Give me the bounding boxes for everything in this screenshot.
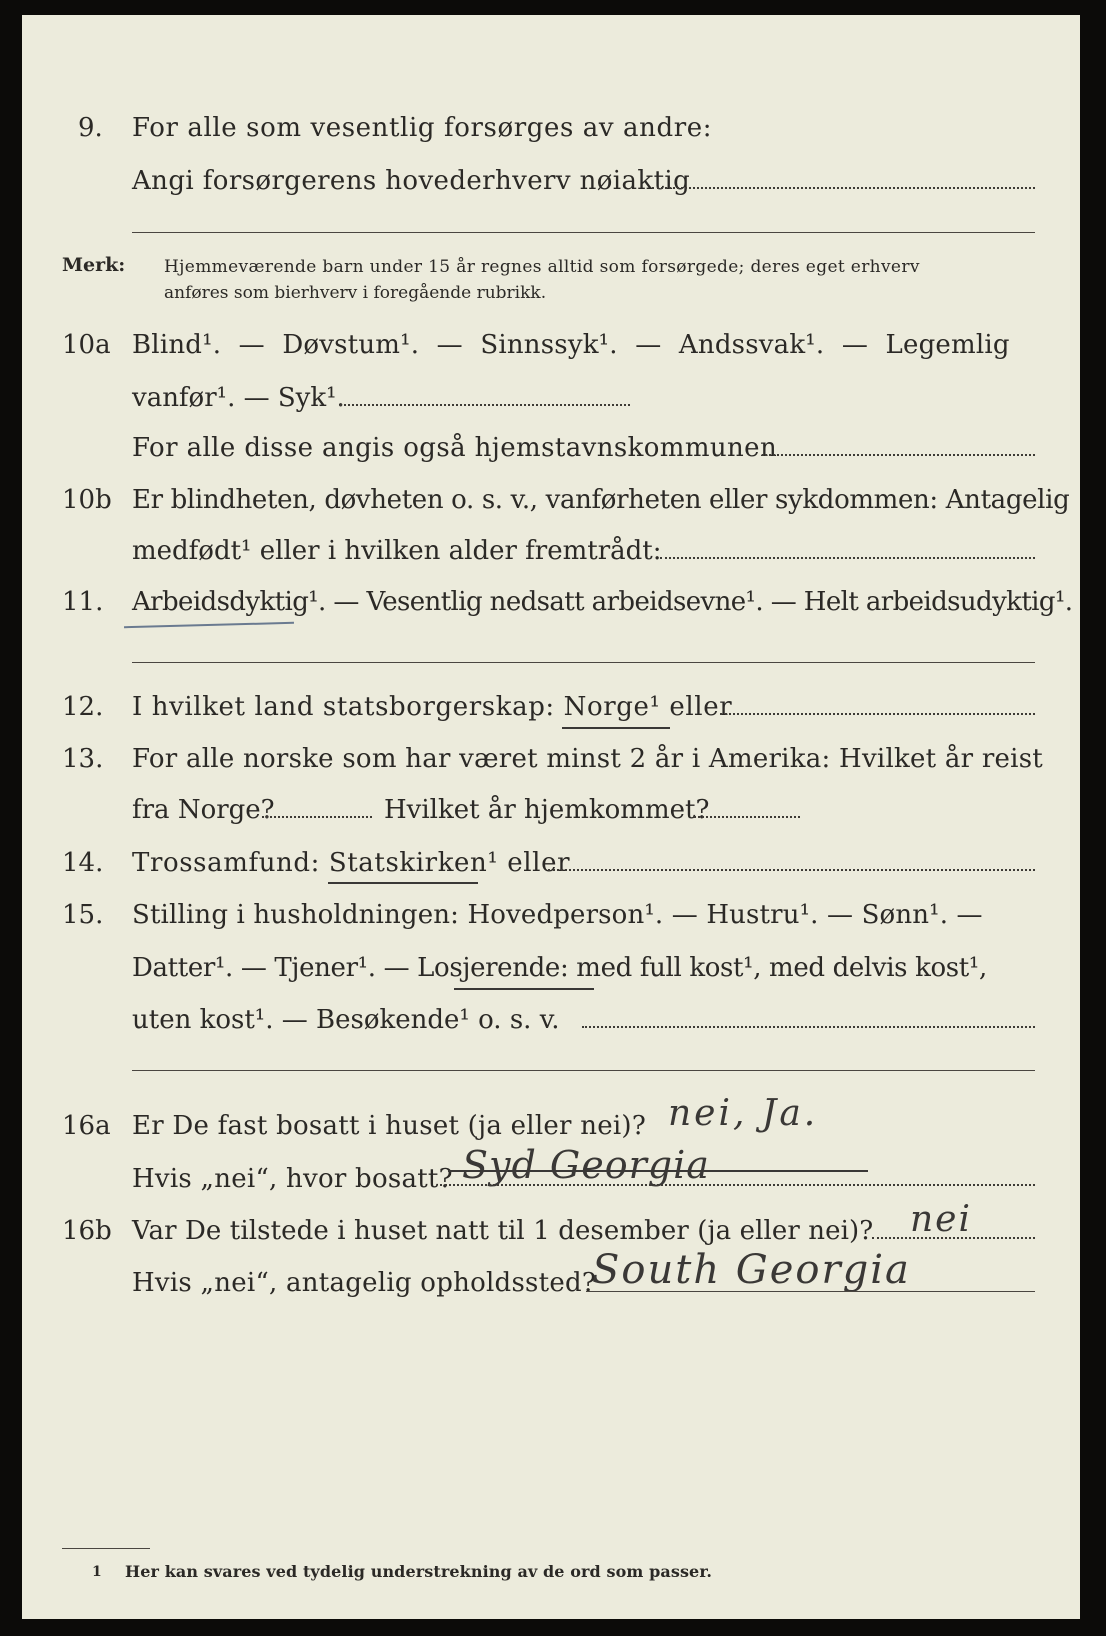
q10b-line2: medfødt¹ eller i hvilken alder fremtrådt:: [132, 536, 662, 566]
q9-answer-line: [652, 187, 1035, 189]
q9-number: 9.: [78, 113, 103, 143]
footnote-mark: 1: [92, 1564, 102, 1580]
q15-line1: Stilling i husholdningen: Hovedperson¹. — Hustru¹. — Sønn¹. —: [132, 900, 983, 930]
q16a-answer-line: [440, 1184, 1035, 1186]
q10a-hometown-line: [762, 454, 1035, 456]
q13-line1: For alle norske som har været minst 2 år i Amerika: Hvilket år reist: [132, 744, 1043, 774]
q13-departure-line: [262, 816, 372, 818]
q9-rule: [132, 232, 1035, 233]
q15-answer-line: [582, 1026, 1035, 1028]
q11-rule: [132, 662, 1035, 663]
q9-line2: Angi forsørgerens hovederhverv nøiaktig: [132, 166, 691, 196]
footnote-separator: [62, 1548, 150, 1549]
q13-line2b: Hvilket år hjemkommet?: [384, 795, 710, 825]
merk-line1: Hjemmeværende barn under 15 år regnes alltid som forsørgede; deres eget erhverv: [164, 257, 920, 277]
q11-line1: Arbeidsdyktig¹. — Vesentlig nedsatt arbeidsevne¹. — Helt arbeidsudyktig¹.: [132, 587, 1073, 617]
q14-line1: Trossamfund: Statskirken¹ eller: [132, 848, 571, 878]
q16a-strikethrough: [448, 1170, 868, 1172]
q15-number: 15.: [62, 900, 104, 930]
q16b-line2: Hvis „nei“, antagelig opholdssted?: [132, 1268, 597, 1298]
q10a-answer-line: [340, 404, 630, 406]
q14-number: 14.: [62, 848, 104, 878]
q10b-line1: Er blindheten, døvheten o. s. v., vanførheten eller sykdommen: Antagelig: [132, 485, 1070, 515]
q10b-number: 10b: [62, 485, 112, 515]
q13-return-line: [694, 816, 800, 818]
q10b-answer-line: [660, 557, 1035, 559]
q16b-number: 16b: [62, 1216, 112, 1246]
q15-line2: Datter¹. — Tjener¹. — Losjerende: med full kost¹, med delvis kost¹,: [132, 953, 987, 983]
q15-rule: [132, 1070, 1035, 1071]
q14-answer-line: [548, 869, 1035, 871]
q15-losjerende-underline: [454, 988, 594, 990]
q9-line1: For alle som vesentlig forsørges av andre:: [132, 113, 713, 143]
q12-norge-underline: [562, 727, 670, 729]
q16a-handwritten-answer2: Syd Georgia: [462, 1143, 710, 1187]
q16a-line1: Er De fast bosatt i huset (ja eller nei)?: [132, 1111, 647, 1141]
q15-line3: uten kost¹. — Besøkende¹ o. s. v.: [132, 1005, 560, 1035]
q10a-number: 10a: [62, 330, 111, 360]
q12-number: 12.: [62, 692, 104, 722]
q14-statskirken-underline: [328, 882, 478, 884]
q10a-line1: Blind¹. — Døvstum¹. — Sinnssyk¹. — Andssvak¹. — Legemlig: [132, 330, 1010, 360]
q12-line1: I hvilket land statsborgerskap: Norge¹ eller: [132, 692, 733, 722]
q10a-line3: For alle disse angis også hjemstavnskommunen: [132, 433, 778, 463]
q16b-answer-line2: [586, 1291, 1035, 1292]
q16b-handwritten-answer2: South Georgia: [592, 1247, 911, 1293]
footnote-text: Her kan svares ved tydelig understrekning av de ord som passer.: [125, 1562, 713, 1581]
q16b-handwritten-answer1: nei: [910, 1199, 973, 1240]
q16a-line2: Hvis „nei“, hvor bosatt?: [132, 1164, 453, 1194]
q12-answer-line: [720, 713, 1035, 715]
q10a-line2: vanfør¹. — Syk¹.: [132, 383, 345, 413]
q11-number: 11.: [62, 587, 104, 617]
q16a-handwritten-answer1: nei, Ja.: [668, 1093, 819, 1134]
q13-line2a: fra Norge?: [132, 795, 275, 825]
merk-label: Merk:: [62, 254, 126, 276]
merk-line2: anføres som bierhverv i foregående rubrikk.: [164, 283, 547, 303]
q16a-number: 16a: [62, 1111, 111, 1141]
q13-number: 13.: [62, 744, 104, 774]
q16b-line1: Var De tilstede i huset natt til 1 desember (ja eller nei)?: [132, 1216, 874, 1246]
